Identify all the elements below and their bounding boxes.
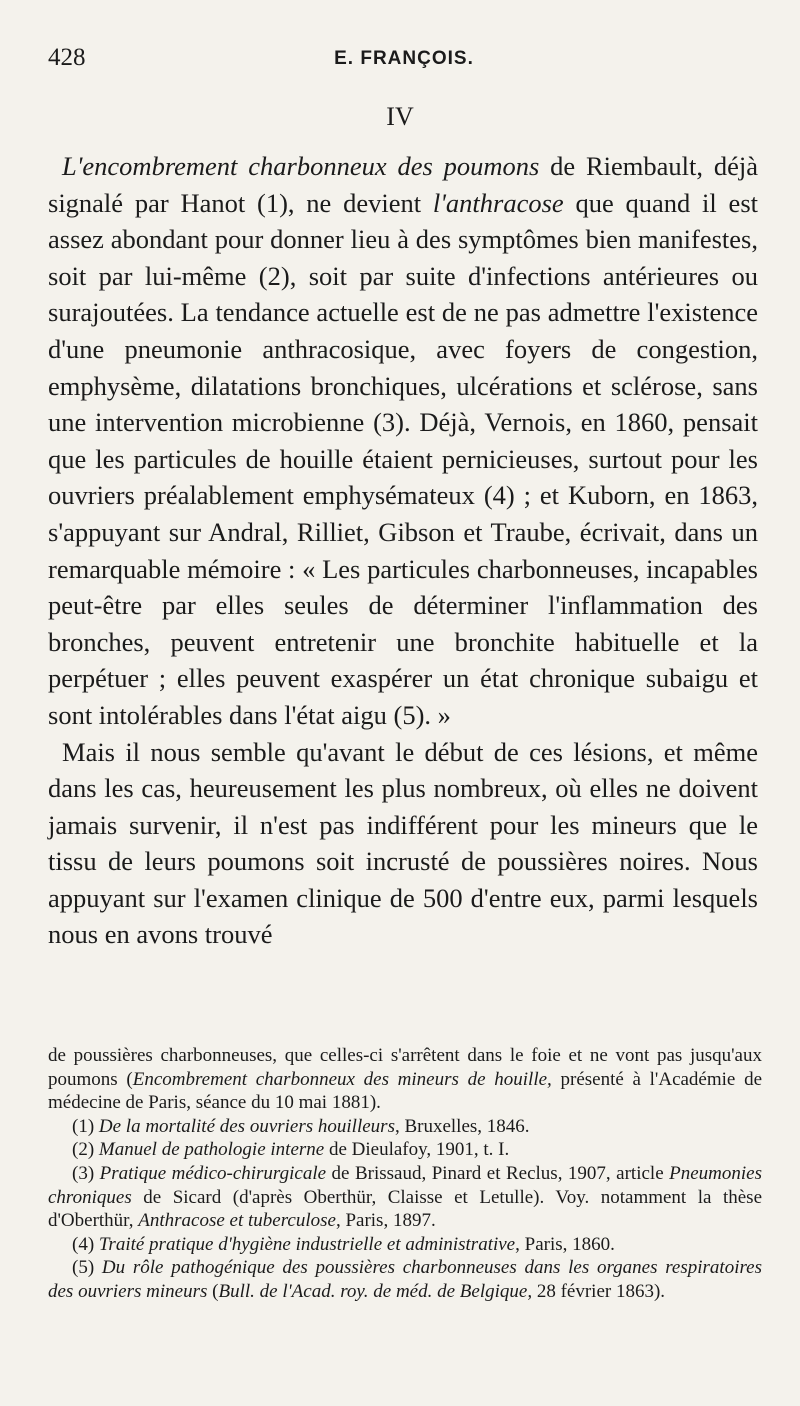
footnote-text: 28 février 1863). xyxy=(532,1280,666,1302)
footnote-italic: De la mortalité des ouvriers houilleurs xyxy=(98,1115,395,1137)
paragraph-text: de Riembault, déjà signalé par Hanot (1), ne devient xyxy=(48,151,758,218)
footnote-3 xyxy=(48,1162,762,1233)
footnote-text: de poussières charbonneuses, que celles-ci s'arrêtent dans le foie et ne vont pas jusqu'aux poumons ( xyxy=(48,1045,762,1090)
footnote-text: , Paris, 1897. xyxy=(335,1210,436,1232)
footnote-marker: (4) xyxy=(72,1233,99,1255)
footnote-text: ( xyxy=(207,1280,219,1302)
footnote-italic: Encombrement charbonneux des mineurs de houille, xyxy=(132,1068,552,1090)
footnote-continuation xyxy=(48,1044,762,1115)
paragraph-2: Mais il nous semble qu'avant le début de ces lésions, et même dans les cas, heureusement les plus nombreux, où elles ne doivent jamais survenir, il n'est pas indifférent pour les mineurs que le tissu de leurs poumons soit incrusté de poussières noires. Nous appuyant sur l'examen clinique de 500 d'entre eux, parmi lesquels nous en avons trouvé xyxy=(48,736,758,950)
footnote-text: de Brissaud, Pinard et Reclus, 1907, article xyxy=(326,1162,670,1184)
footnote-text: de Sicard (d'après Oberthür, Claisse et Letulle). Voy. notamment la thèse d'Oberthür, xyxy=(48,1186,762,1232)
footnote-marker: (5) xyxy=(72,1257,102,1279)
footnote-marker: (2) xyxy=(72,1139,99,1161)
footnote-marker: (3) xyxy=(72,1162,100,1184)
section-heading: IV xyxy=(386,102,414,131)
footnote-text: , Paris, 1860. xyxy=(515,1233,615,1255)
footnote-italic: Manuel de pathologie interne xyxy=(98,1139,325,1161)
footnote-4 xyxy=(48,1233,762,1257)
italic-phrase: L'encombrement charbonneux des poumons xyxy=(62,151,540,181)
footnote-italic: Pneumonies chroniques xyxy=(48,1162,762,1208)
paragraph-1 xyxy=(48,148,758,734)
footnote-text: de Dieulafoy, 1901, t. I. xyxy=(324,1139,510,1161)
footnote-2 xyxy=(48,1138,762,1162)
main-text xyxy=(48,148,758,953)
footnote-italic: Du rôle pathogénique des poussières charbonneuses dans les organes respiratoires des ouvriers mineurs xyxy=(48,1257,762,1302)
footnotes xyxy=(48,1044,762,1304)
footnote-marker: (1) xyxy=(72,1115,99,1137)
page-number: 428 xyxy=(48,44,86,71)
footnote-5 xyxy=(48,1256,762,1303)
footnote-text: présenté à l'Académie de médecine de Paris, séance du 10 mai 1881). xyxy=(48,1068,762,1114)
footnote-italic: Traité pratique d'hygiène industrielle et administrative xyxy=(98,1233,516,1255)
footnote-text: , Bruxelles, 1846. xyxy=(394,1115,530,1137)
footnote-italic: Pratique médico-chirurgicale xyxy=(99,1162,327,1184)
footnote-1 xyxy=(48,1115,762,1139)
running-head: E. FRANÇOIS. xyxy=(334,48,474,69)
paragraph-text: que quand il est assez abondant pour donner lieu à des symptômes bien manifestes, soit par lui-même (2), soit par suite d'infections antérieures ou surajoutées. La tendance actuelle est de ne pas admettre l'existence d'une pneumonie anthracosique, avec foyers de congestion, emphysème, dilatations bronchiques, ulcérations et sclérose, sans une intervention microbienne (3). Déjà, Vernois, en 1860, pensait que les particules de houille étaient pernicieuses, surtout pour les ouvriers préalablement emphysémateux (4) ; et Kuborn, en 1863, s'appuyant sur Andral, Rilliet, Gibson et Traube, écrivait, dans un remarquable mémoire : « Les particules charbonneuses, incapables peut-être par elles seules de déterminer l'inflammation des bronches, peuvent entretenir une bronchite habituelle et la perpétuer ; elles peuvent exaspérer un état chronique subaigu et sont intolérables dans l'état aigu (5). » xyxy=(48,187,758,730)
italic-phrase: l'anthracose xyxy=(432,187,564,218)
footnote-italic: Anthracose et tuberculose xyxy=(138,1210,336,1232)
footnote-italic: Bull. de l'Acad. roy. de méd. de Belgique, xyxy=(218,1280,533,1302)
page-header xyxy=(48,44,760,78)
